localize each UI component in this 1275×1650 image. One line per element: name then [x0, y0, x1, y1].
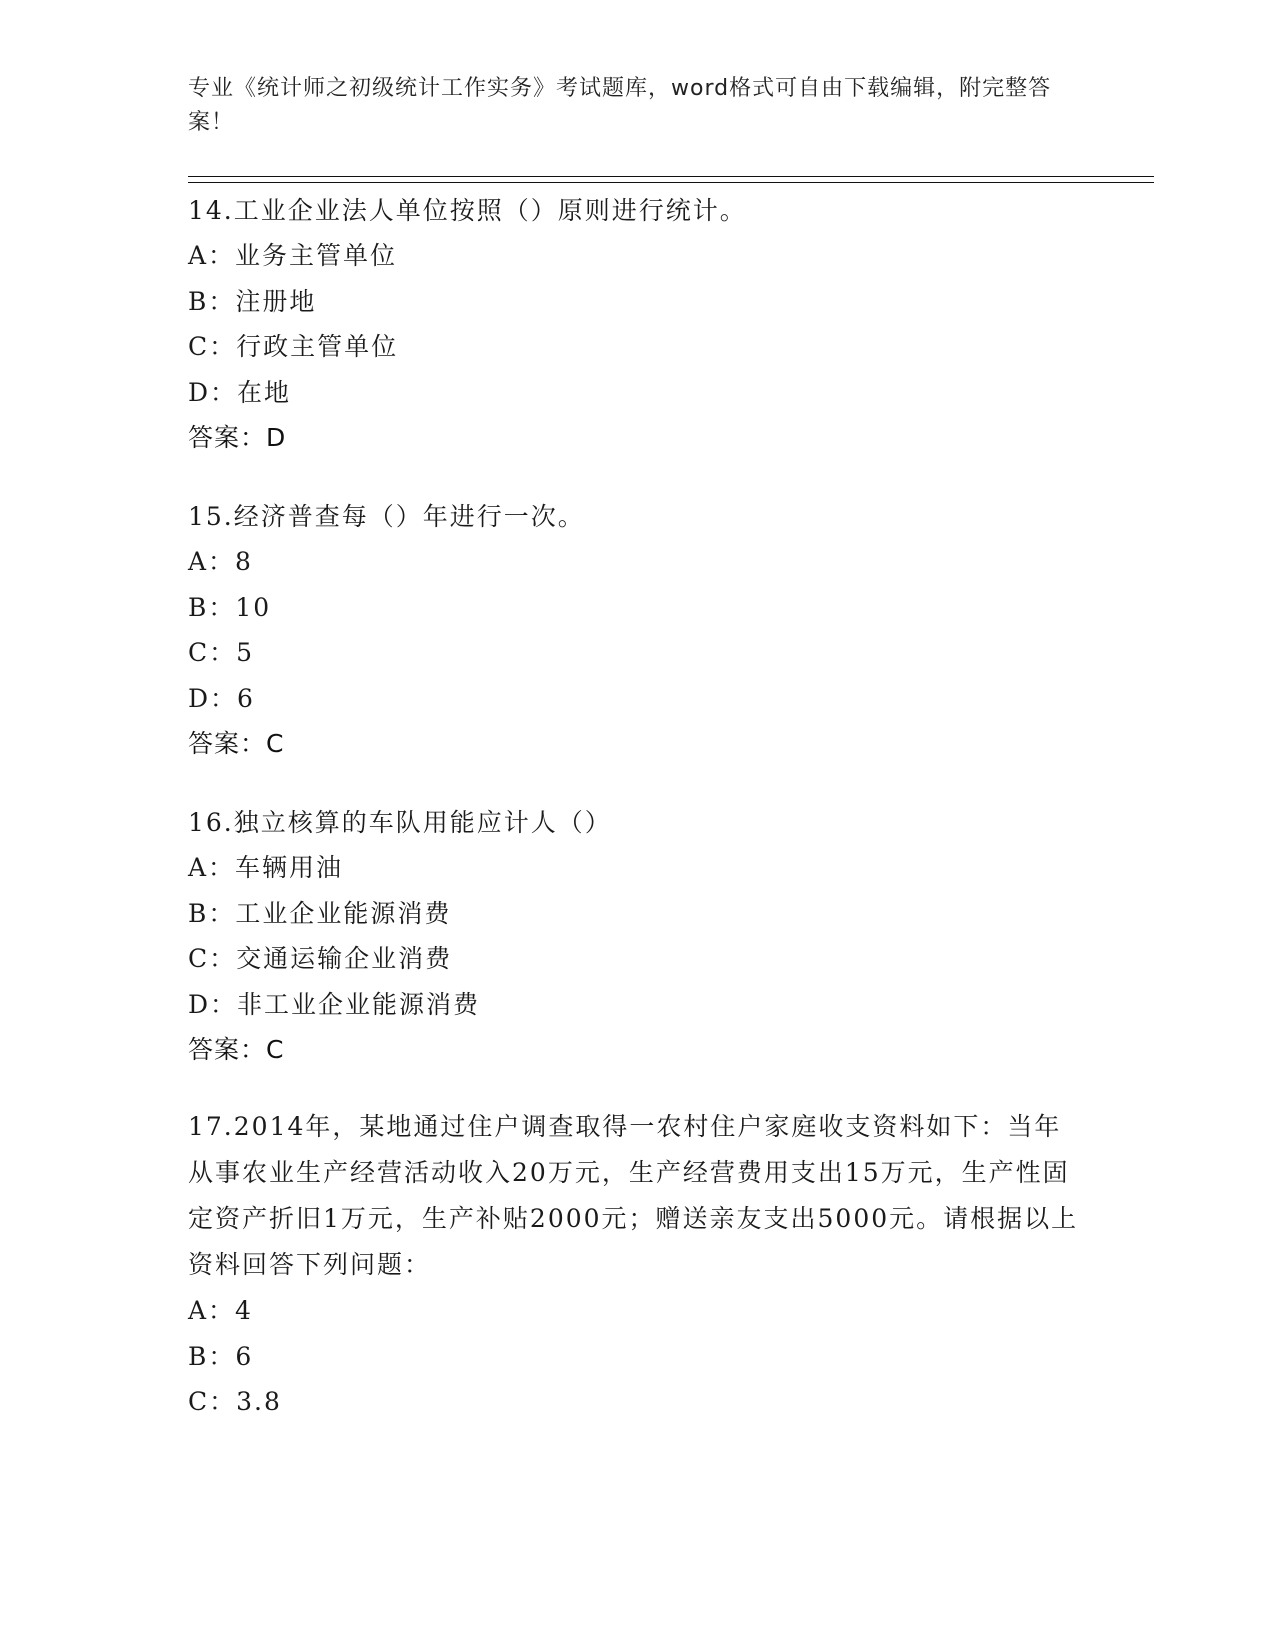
- option-b: B：10: [188, 592, 272, 622]
- option-a: A：业务主管单位: [188, 241, 398, 270]
- option-d: D：6: [188, 683, 255, 713]
- option-c: C：5: [188, 638, 255, 667]
- option-a: A：车辆用油: [188, 853, 344, 882]
- question-14: [188, 188, 747, 460]
- option-b: B：6: [188, 1341, 254, 1371]
- answer-line: 答案：C: [188, 729, 285, 758]
- option-c: C：交通运输企业消费: [188, 944, 453, 973]
- header-divider-bottom: [188, 182, 1154, 183]
- option-d: D：在地: [188, 377, 292, 407]
- option-c: C：3.8: [188, 1387, 282, 1416]
- question-16: [188, 800, 612, 1072]
- question-stem: 16.独立核算的车队用能应计人（）: [188, 808, 612, 837]
- question-stem: 15.经济普查每（）年进行一次。: [188, 502, 585, 531]
- option-a: A：8: [188, 547, 253, 576]
- option-d: D：非工业企业能源消费: [188, 989, 481, 1019]
- question-stem: 17.2014年，某地通过住户调查取得一农村住户家庭收支资料如下：当年从事农业生产经营活动收入20万元，生产经营费用支出15万元，生产性固定资产折旧1万元，生产补贴2000元；赠送亲友支出5000元。请根据以上资料回答下列问题：: [188, 1112, 1079, 1279]
- option-b: B：工业企业能源消费: [188, 898, 452, 928]
- answer-line: 答案：C: [188, 1035, 285, 1064]
- question-15: [188, 494, 585, 766]
- option-b: B：注册地: [188, 286, 317, 316]
- option-a: A：4: [188, 1296, 253, 1325]
- document-header: 专业《统计师之初级统计工作实务》考试题库，word格式可自由下载编辑，附完整答案！: [188, 76, 1052, 135]
- header-divider-top: [188, 176, 1154, 177]
- option-c: C：行政主管单位: [188, 332, 399, 361]
- question-17: [188, 1104, 1088, 1425]
- question-stem: 14.工业企业法人单位按照（）原则进行统计。: [188, 196, 747, 225]
- answer-line: 答案：D: [188, 423, 287, 452]
